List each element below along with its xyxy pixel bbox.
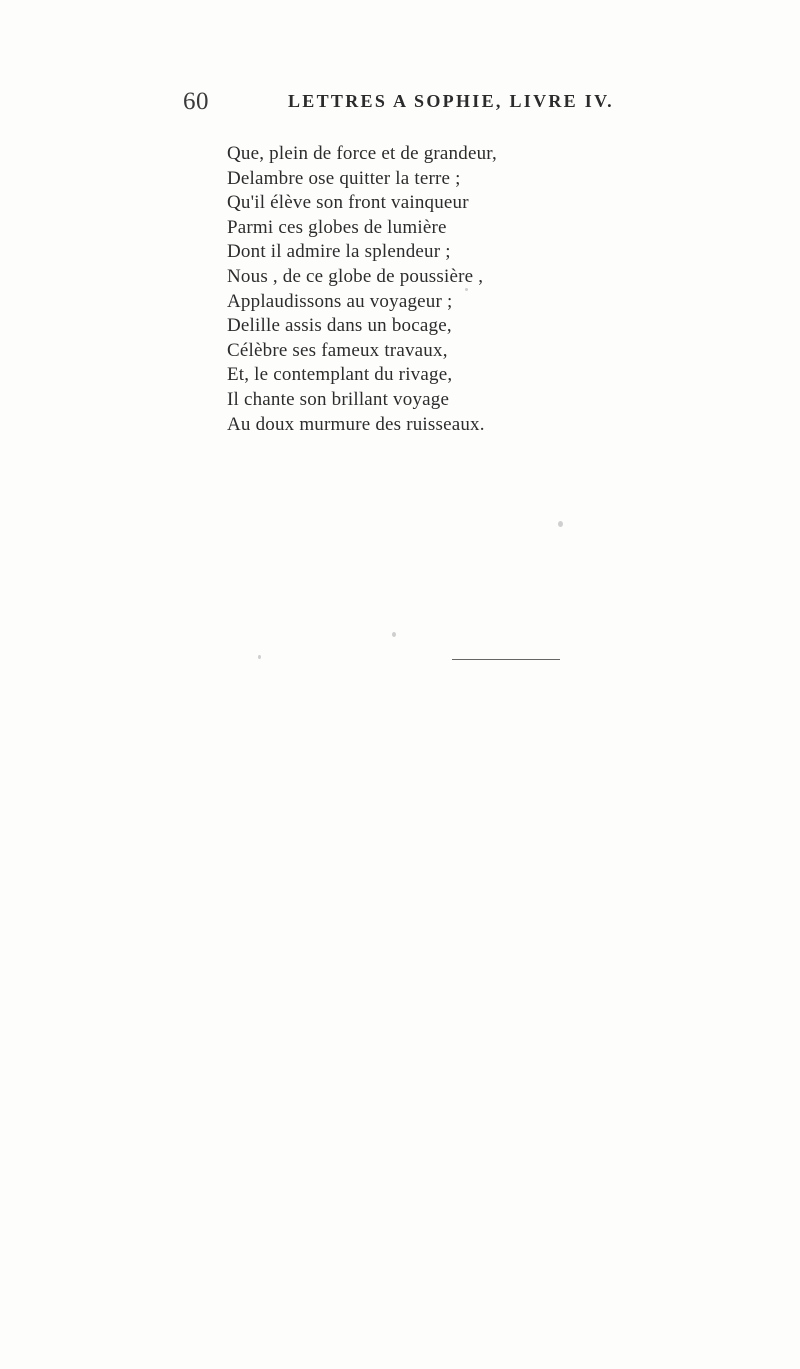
verse-line: Il chante son brillant voyage bbox=[227, 388, 450, 410]
verse-line: Dont il admire la splendeur ; bbox=[227, 241, 451, 263]
paper-speck bbox=[465, 288, 468, 291]
paper-speck bbox=[258, 655, 261, 659]
verse-line: Parmi ces globes de lumière bbox=[227, 216, 447, 238]
paper-speck bbox=[392, 632, 396, 637]
verse-line: Delille assis dans un bocage, bbox=[227, 315, 452, 337]
verse-line: Que, plein de force et de grandeur, bbox=[227, 143, 498, 164]
verse-line: Célèbre ses fameux travaux, bbox=[227, 339, 448, 361]
verse-line: Applaudissons au voyageur ; bbox=[227, 290, 453, 312]
page-number: 60 bbox=[183, 88, 209, 115]
verse-line: Qu'il élève son front vainqueur bbox=[227, 192, 469, 214]
verse-line: Et, le contemplant du rivage, bbox=[227, 364, 453, 386]
verse-line: Delambre ose quitter la terre ; bbox=[227, 167, 461, 189]
running-title: LETTRES A SOPHIE, LIVRE IV. bbox=[288, 91, 614, 111]
poem-stanza bbox=[227, 142, 667, 437]
end-rule bbox=[452, 659, 560, 660]
verse-line: Nous , de ce globe de poussière , bbox=[227, 265, 484, 287]
running-head bbox=[183, 88, 703, 118]
verse-line: Au doux murmure des ruisseaux. bbox=[227, 413, 485, 435]
paper-speck bbox=[558, 521, 563, 527]
